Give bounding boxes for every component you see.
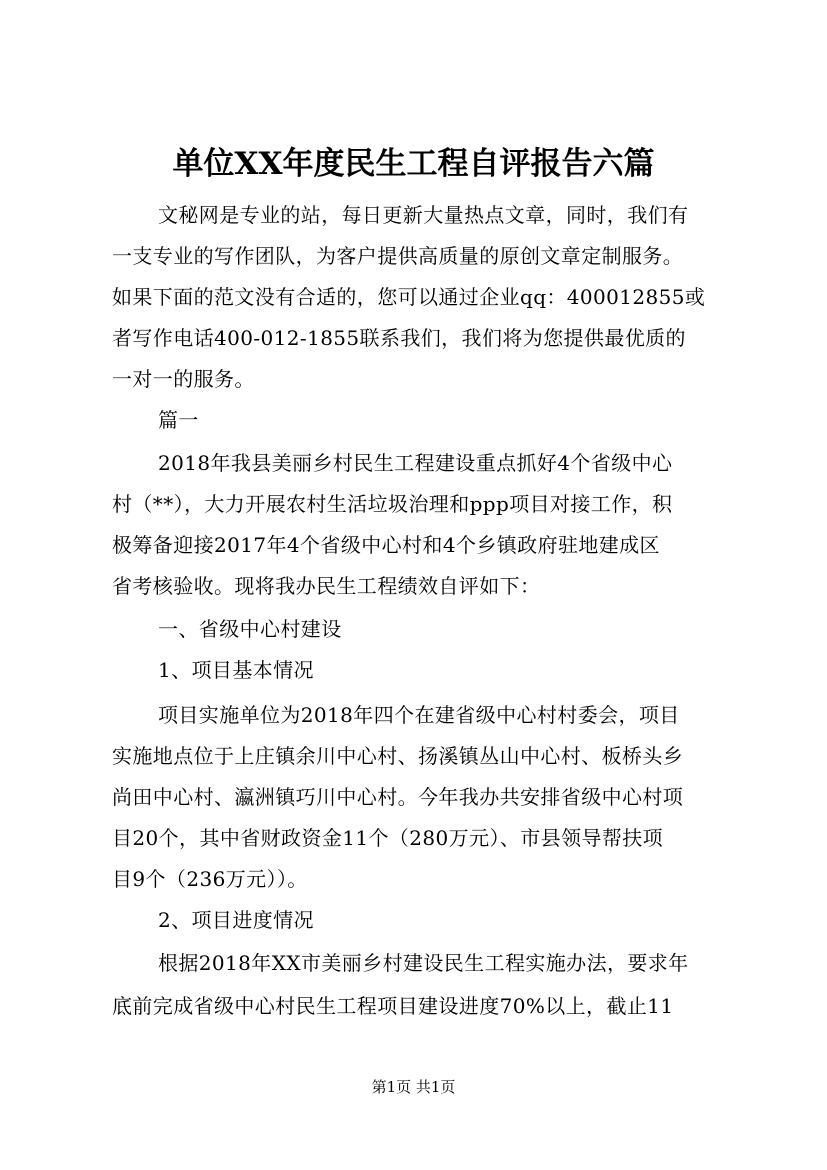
body-line: 一支专业的写作团队，为客户提供高质量的原创文章定制服务。 [112,244,684,268]
subsection-heading: 1、项目基本情况 [158,658,314,682]
body-line: 省考核验收。现将我办民生工程绩效自评如下： [112,574,541,598]
body-line: 极筹备迎接2017年4个省级中心村和4个乡镇政府驻地建成区 [112,533,660,557]
body-line: 一对一的服务。 [112,367,255,391]
subsection-heading: 2、项目进度情况 [158,908,314,932]
body-line: 尚田中心村、瀛洲镇巧川中心村。今年我办共安排省级中心村项 [112,785,684,809]
body-line: 目20个，其中省财政资金11个（280万元）、市县领导帮扶项 [112,826,664,850]
body-line: 如果下面的范文没有合适的，您可以通过企业qq：400012855或 [112,285,706,309]
body-line: 2018年我县美丽乡村民生工程建设重点抓好4个省级中心 [158,451,673,475]
body-line: 目9个（236万元））。 [112,867,308,891]
body-line: 村（**），大力开展农村生活垃圾治理和ppp项目对接工作，积 [112,492,673,516]
page-footer: 第1页 共1页 [371,1078,456,1096]
body-line: 根据2018年XX市美丽乡村建设民生工程实施办法，要求年 [158,951,689,975]
section-heading: 篇一 [158,408,199,432]
body-line: 底前完成省级中心村民生工程项目建设进度70%以上，截止11 [112,994,674,1018]
document-title: 单位XX年度民生工程自评报告六篇 [172,146,655,182]
section-heading: 一、省级中心村建设 [158,617,342,641]
body-line: 者写作电话400-012-1855联系我们，我们将为您提供最优质的 [112,326,686,350]
body-line: 项目实施单位为2018年四个在建省级中心村村委会，项目 [158,703,680,727]
body-line: 实施地点位于上庄镇余川中心村、扬溪镇丛山中心村、板桥头乡 [112,744,684,768]
body-line: 文秘网是专业的站，每日更新大量热点文章，同时，我们有 [158,203,689,227]
